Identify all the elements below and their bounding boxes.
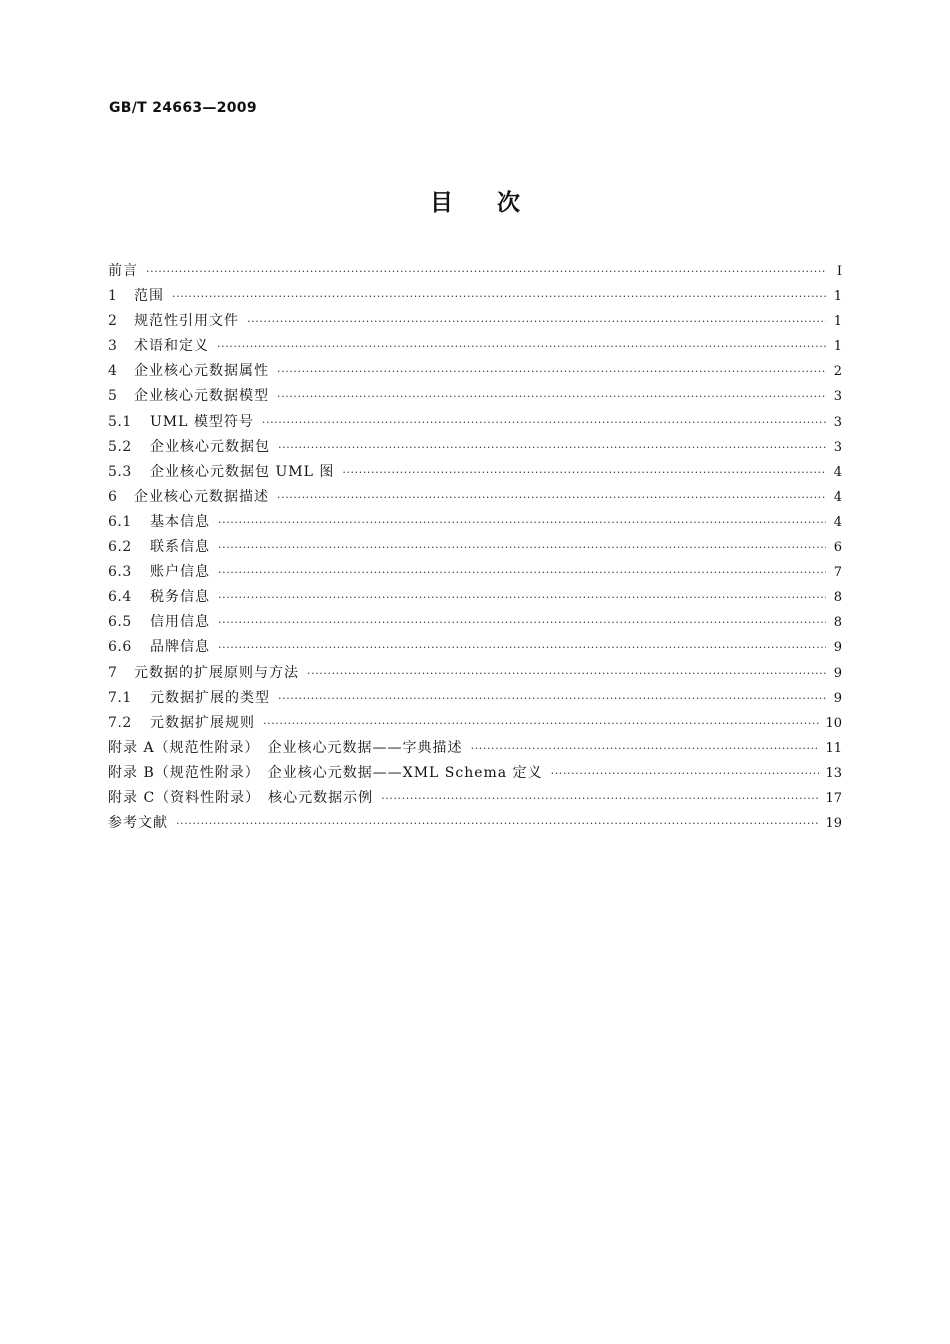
dot-leader — [218, 535, 826, 560]
toc-entry-number: 6.3 — [108, 564, 132, 581]
toc-entry-page: 3 — [833, 439, 842, 455]
dot-leader — [381, 786, 819, 811]
toc-entry[interactable] — [108, 610, 842, 635]
toc-entry[interactable] — [108, 334, 842, 359]
toc-entry[interactable] — [108, 686, 842, 711]
toc-entry-title: 企业核心元数据模型 — [134, 388, 269, 405]
dot-leader — [146, 259, 826, 284]
toc-entry-page: 9 — [833, 665, 842, 681]
toc-entry[interactable] — [108, 259, 842, 284]
toc-entry-number: 1 — [108, 288, 118, 305]
dot-leader — [218, 635, 826, 660]
toc-entry-number: 3 — [108, 338, 118, 355]
toc-entry[interactable] — [108, 284, 842, 309]
toc-entry[interactable] — [108, 761, 842, 786]
toc-entry-title: 术语和定义 — [134, 338, 209, 355]
toc-entry-page: 8 — [833, 590, 842, 606]
toc-entry-page: 4 — [833, 514, 842, 530]
toc-entry-title: 税务信息 — [150, 589, 210, 606]
dot-leader — [277, 384, 826, 409]
toc-entry[interactable] — [108, 485, 842, 510]
toc-entry[interactable] — [108, 786, 842, 811]
dot-leader — [218, 510, 826, 535]
toc-entry-number: 5.2 — [108, 438, 132, 455]
toc-entry[interactable] — [108, 535, 842, 560]
toc-entry-page: 1 — [833, 314, 842, 330]
table-of-contents — [108, 259, 842, 836]
toc-entry[interactable] — [108, 711, 842, 736]
toc-entry[interactable] — [108, 309, 842, 334]
dot-leader — [263, 711, 819, 736]
toc-entry[interactable] — [108, 435, 842, 460]
toc-entry-title: 范围 — [134, 288, 164, 305]
toc-entry-page: 6 — [833, 540, 842, 556]
dot-leader — [277, 359, 826, 384]
dot-leader — [217, 334, 826, 359]
toc-entry[interactable] — [108, 460, 842, 485]
dot-leader — [247, 309, 826, 334]
dot-leader — [471, 736, 820, 761]
dot-leader — [277, 485, 826, 510]
toc-entry-page: 9 — [833, 690, 842, 706]
toc-entry-page: 17 — [825, 790, 842, 806]
toc-entry-title: 元数据扩展规则 — [150, 714, 255, 731]
toc-entry[interactable] — [108, 585, 842, 610]
toc-entry-page: 11 — [825, 740, 842, 756]
toc-entry-number: 7 — [108, 664, 118, 681]
dot-leader — [278, 686, 826, 711]
toc-entry-page: 13 — [825, 765, 842, 781]
toc-entry-page: 7 — [833, 565, 842, 581]
dot-leader — [342, 460, 826, 485]
dot-leader — [262, 410, 826, 435]
toc-entry-page: 4 — [833, 464, 842, 480]
toc-entry-page: 8 — [833, 615, 842, 631]
toc-entry-title: 元数据的扩展原则与方法 — [134, 664, 299, 681]
toc-entry-number: 6 — [108, 488, 118, 505]
toc-entry[interactable] — [108, 661, 842, 686]
toc-entry-page: 4 — [833, 489, 842, 505]
toc-entry-title: 账户信息 — [150, 564, 210, 581]
toc-entry-number: 5.1 — [108, 413, 132, 430]
toc-entry-title: UML 模型符号 — [150, 413, 254, 430]
dot-leader — [172, 284, 826, 309]
toc-entry-number: 6.1 — [108, 513, 132, 530]
toc-entry-number: 2 — [108, 313, 118, 330]
dot-leader — [176, 811, 819, 836]
toc-entry-page: 2 — [833, 364, 842, 380]
toc-entry-title: 信用信息 — [150, 614, 210, 631]
toc-entry-number: 6.6 — [108, 639, 132, 656]
toc-entry[interactable] — [108, 359, 842, 384]
toc-entry-number: 6.5 — [108, 614, 132, 631]
toc-entry-title: 品牌信息 — [150, 639, 210, 656]
toc-entry-number: 6.2 — [108, 539, 132, 556]
toc-entry-title: 基本信息 — [150, 513, 210, 530]
toc-entry-page: 3 — [833, 389, 842, 405]
toc-entry-page: 1 — [833, 339, 842, 355]
toc-title: 目次 — [430, 190, 564, 216]
toc-entry[interactable] — [108, 560, 842, 585]
toc-entry-title: 企业核心元数据包 — [150, 438, 270, 455]
toc-entry-page: 10 — [825, 715, 842, 731]
toc-entry-title: 企业核心元数据属性 — [134, 363, 269, 380]
toc-entry-number: 4 — [108, 363, 118, 380]
toc-entry-page: 3 — [833, 414, 842, 430]
toc-entry-number: 6.4 — [108, 589, 132, 606]
toc-entry[interactable] — [108, 510, 842, 535]
toc-entry-title: 规范性引用文件 — [134, 313, 239, 330]
dot-leader — [218, 610, 826, 635]
toc-entry-number: 5 — [108, 388, 118, 405]
toc-entry-title: 附录 B（规范性附录） 企业核心元数据——XML Schema 定义 — [108, 764, 543, 781]
toc-entry-title: 企业核心元数据描述 — [134, 488, 269, 505]
toc-entry-title: 附录 C（资料性附录） 核心元数据示例 — [108, 789, 374, 806]
toc-entry-number: 7.2 — [108, 714, 132, 731]
toc-entry-number: 7.1 — [108, 689, 132, 706]
toc-entry-title: 联系信息 — [150, 539, 210, 556]
dot-leader — [278, 435, 826, 460]
toc-entry[interactable] — [108, 811, 842, 836]
toc-entry[interactable] — [108, 410, 842, 435]
toc-entry[interactable] — [108, 635, 842, 660]
dot-leader — [218, 560, 826, 585]
toc-entry-title: 参考文献 — [108, 815, 168, 832]
dot-leader — [551, 761, 820, 786]
toc-entry-title: 企业核心元数据包 UML 图 — [150, 463, 335, 480]
dot-leader — [218, 585, 826, 610]
toc-entry-number: 5.3 — [108, 463, 132, 480]
dot-leader — [307, 661, 826, 686]
toc-entry-page: 1 — [833, 289, 842, 305]
toc-entry-title: 附录 A（规范性附录） 企业核心元数据——字典描述 — [108, 739, 463, 756]
toc-entry-page: 19 — [825, 816, 842, 832]
toc-entry[interactable] — [108, 736, 842, 761]
toc-entry-title: 前言 — [108, 263, 138, 279]
toc-entry-title: 元数据扩展的类型 — [150, 689, 270, 706]
toc-entry-page: I — [836, 264, 842, 279]
toc-entry-page: 9 — [833, 640, 842, 656]
toc-entry[interactable] — [108, 384, 842, 409]
standard-code: GB/T 24663—2009 — [109, 100, 257, 116]
